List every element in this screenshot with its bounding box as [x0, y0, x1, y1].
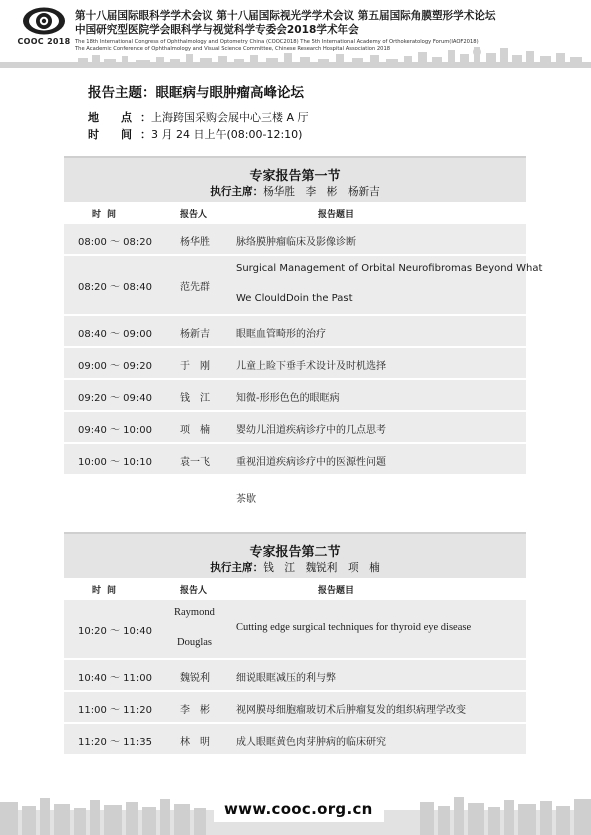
table-row: [64, 348, 526, 380]
row-topic: 知微-形形色色的眼眶病: [236, 393, 340, 404]
row-topic: 重视泪道疾病诊疗中的医源性问题: [236, 457, 386, 468]
row-speaker: 项 楠: [180, 425, 210, 436]
row-time: 11:00 ～ 11:20: [78, 705, 152, 716]
row-topic-line2: We ClouldDoin the Past: [236, 293, 353, 304]
column-headers: [64, 578, 526, 600]
row-time: 10:00 ～ 10:10: [78, 457, 152, 468]
session-2-chairs: [64, 560, 526, 575]
table-row: [64, 692, 526, 724]
row-time: 11:20 ～ 11:35: [78, 737, 152, 748]
row-speaker: 杨新吉: [180, 329, 210, 340]
city-skyline-decoration: [0, 44, 591, 68]
website-url[interactable]: www.cooc.org.cn: [224, 800, 373, 818]
row-topic-line1: Surgical Management of Orbital Neurofibromas Beyond What: [236, 263, 543, 274]
table-row: [64, 724, 526, 756]
eye-logo-icon: [22, 6, 66, 36]
row-time: 08:40 ～ 09:00: [78, 329, 152, 340]
row-topic: 婴幼儿泪道疾病诊疗中的几点思考: [236, 425, 386, 436]
row-topic: 细说眼眶减压的利与弊: [236, 673, 336, 684]
conference-english-line1: The 18th International Congress of Ophthalmology and Optometry China (COOC2018) The 5th International Academy of Orthokeratology Forum(IAOF2018): [75, 39, 479, 45]
table-row: [64, 224, 526, 256]
row-speaker-line1: Raymond: [174, 607, 215, 618]
row-topic: 脉络膜肿瘤临床及影像诊断: [236, 237, 356, 248]
place-value: 上海跨国采购会展中心三楼 A 厅: [151, 111, 309, 124]
row-topic: 成人眼眶黄色肉芽肿病的临床研究: [236, 737, 386, 748]
break-row: [64, 476, 526, 514]
column-topic: 报告题目: [318, 210, 355, 220]
session-1-header: [64, 156, 526, 202]
row-time: 08:00 ～ 08:20: [78, 237, 152, 248]
row-topic: 眼眶血管畸形的治疗: [236, 329, 326, 340]
session-2-title: 专家报告第二节: [249, 545, 341, 560]
session-2-header: [64, 532, 526, 578]
row-speaker: 钱 江: [180, 393, 210, 404]
place-label: 地 点: [88, 111, 132, 124]
page-header: [0, 0, 591, 68]
column-time: 时间: [92, 210, 123, 220]
session-1-table: [64, 156, 543, 514]
row-speaker: 杨华胜: [180, 237, 210, 248]
time-label: 时 间: [88, 128, 132, 141]
conference-title-line2: 中国研究型医院学会眼科学与视觉科学专委会2018学术年会: [75, 24, 359, 36]
row-speaker: 林 明: [180, 737, 210, 748]
time-value: 3 月 24 日上午(08:00-12:10): [151, 128, 303, 141]
column-speaker: 报告人: [180, 210, 208, 220]
row-speaker: 于 刚: [180, 361, 210, 372]
time-info: [88, 126, 302, 142]
table-row: [64, 444, 526, 476]
time-separator: ：: [140, 128, 151, 141]
row-topic: Cutting edge surgical techniques for thyroid eye disease: [236, 622, 472, 633]
venue-info: [88, 109, 309, 125]
row-topic: 视网膜母细胞瘤玻切术后肿瘤复发的组织病理学改变: [236, 705, 466, 716]
chair-label: 执行主席：: [210, 562, 264, 574]
row-speaker-line2: Douglas: [177, 637, 212, 648]
table-row: [64, 380, 526, 412]
conference-english-line2: The Academic Conference of Ophthalmology and Visual Science Committee, Chinese Research Hospital Association 2018: [75, 46, 391, 52]
column-speaker: 报告人: [180, 586, 208, 596]
row-speaker: 范先群: [180, 282, 210, 293]
session-2-table: [64, 532, 526, 756]
chair-label: 执行主席：: [210, 186, 264, 198]
logo-text: COOC 2018: [17, 37, 71, 46]
table-row: [64, 600, 526, 660]
topic-label: 报告主题：: [88, 85, 156, 101]
row-time: 09:20 ～ 09:40: [78, 393, 152, 404]
table-row: [64, 316, 526, 348]
column-topic: 报告题目: [318, 586, 355, 596]
row-speaker: 袁一飞: [180, 457, 210, 468]
chair-names: 钱 江 魏锐利 项 楠: [263, 562, 380, 574]
row-time: 10:40 ～ 11:00: [78, 673, 152, 684]
place-separator: ：: [140, 111, 151, 124]
column-headers: [64, 202, 526, 224]
page-footer: [0, 790, 591, 835]
conference-title-line1: 第十八届国际眼科学学术会议 第十八届国际视光学学术会议 第五届国际角膜塑形学术论坛: [75, 10, 496, 22]
row-time: 09:40 ～ 10:00: [78, 425, 152, 436]
table-row: [64, 256, 543, 316]
report-topic: [88, 81, 304, 101]
table-row: [64, 412, 526, 444]
row-time: 08:20 ～ 08:40: [78, 282, 152, 293]
session-1-title: 专家报告第一节: [249, 169, 341, 184]
break-label: 茶歇: [236, 494, 256, 505]
row-topic: 儿童上睑下垂手术设计及时机选择: [236, 361, 386, 372]
session-1-chairs: [64, 184, 526, 199]
row-speaker: 李 彬: [180, 705, 210, 716]
topic-title: 眼眶病与眼肿瘤高峰论坛: [155, 85, 304, 101]
row-time: 10:20 ～ 10:40: [78, 626, 152, 637]
column-time: 时间: [92, 586, 123, 596]
chair-names: 杨华胜 李 彬 杨新吉: [263, 186, 380, 198]
row-time: 09:00 ～ 09:20: [78, 361, 152, 372]
table-row: [64, 660, 526, 692]
row-speaker: 魏锐利: [180, 673, 210, 684]
